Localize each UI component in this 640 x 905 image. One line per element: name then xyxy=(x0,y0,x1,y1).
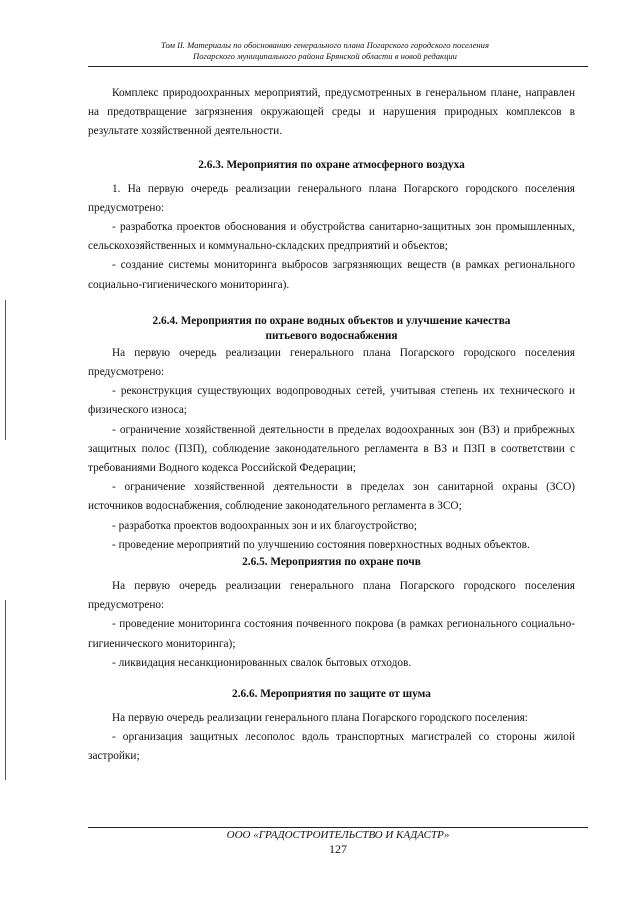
running-header xyxy=(60,40,590,62)
list-item: - проведение мониторинга состояния почвенного покрова (в рамках регионального социально-гигиенического мониторинга); xyxy=(88,618,575,650)
scan-margin-line xyxy=(5,300,6,440)
heading-line-1: 2.6.4. Мероприятия по охране водных объектов и улучшение качества xyxy=(152,314,511,327)
document-body xyxy=(88,84,575,767)
paragraph: На первую очередь реализации генерального плана Погарского городского поселения предусмотрено: xyxy=(88,580,575,612)
paragraph: На первую очередь реализации генерального плана Погарского городского поселения предусмотрено: xyxy=(88,346,575,379)
paragraph: 1. На первую очередь реализации генерального плана Погарского городского поселения предусмотрено: xyxy=(88,182,575,214)
page-number: 127 xyxy=(329,842,347,856)
list-item: - проведение мероприятий по улучшению состояния поверхностных водных объектов. xyxy=(112,538,530,551)
list-item: - организация защитных лесополос вдоль транспортных магистралей со стороны жилой застройки; xyxy=(88,731,575,763)
paragraph: На первую очередь реализации генерального плана Погарского городского поселения: xyxy=(112,712,528,725)
heading-line-2: питьевого водоснабжения xyxy=(265,329,398,342)
section-heading-2-6-3: 2.6.3. Мероприятия по охране атмосферного воздуха xyxy=(198,158,465,171)
section-heading-2-6-5: 2.6.5. Мероприятия по охране почв xyxy=(242,556,421,569)
list-item: - ограничение хозяйственной деятельности в пределах зон санитарной охраны (ЗСО) источников водоснабжения, соблюдение законодательного регламента в ЗСО; xyxy=(88,481,575,513)
section-heading-2-6-4 xyxy=(88,314,575,344)
list-item: - ограничение хозяйственной деятельности в пределах водоохранных зон (ВЗ) и прибрежных защитных полос (ПЗП), соблюдение законодательного регламента в ВЗ и ПЗП в соответствии с требованиями Водного кодекса Российской Федерации; xyxy=(88,423,575,475)
header-line-2: Погарского муниципального района Брянской области в новой редакции xyxy=(193,51,457,61)
list-item: - создание системы мониторинга выбросов загрязняющих веществ (в рамках регионального социально-гигиенического мониторинга). xyxy=(88,259,575,291)
list-item: - реконструкция существующих водопроводных сетей, учитывая степень их технического и физического износа; xyxy=(88,385,575,417)
list-item: - разработка проектов водоохранных зон и их благоустройство; xyxy=(112,519,418,532)
intro-paragraph: Комплекс природоохранных мероприятий, предусмотренных в генеральном плане, направлен на предотвращение загрязнения окружающей среды и нарушения природных комплексов в результате хозяйственной деятельности. xyxy=(88,87,575,138)
scan-margin-line xyxy=(5,600,6,780)
footer-rule xyxy=(88,827,588,828)
header-rule xyxy=(88,66,588,67)
header-line-1: Том II. Материалы по обоснованию генерального плана Погарского городского поселения xyxy=(161,40,489,50)
list-item: - ликвидация несанкционированных свалок бытовых отходов. xyxy=(112,656,412,669)
section-heading-2-6-6: 2.6.6. Мероприятия по защите от шума xyxy=(232,688,431,701)
footer-company: ООО «ГРАДОСТРОИТЕЛЬСТВО И КАДАСТР» xyxy=(226,829,450,841)
list-item: - разработка проектов обоснования и обустройства санитарно-защитных зон промышленных, сельскохозяйственных и коммунально-складских предприятий и объектов; xyxy=(88,221,575,253)
